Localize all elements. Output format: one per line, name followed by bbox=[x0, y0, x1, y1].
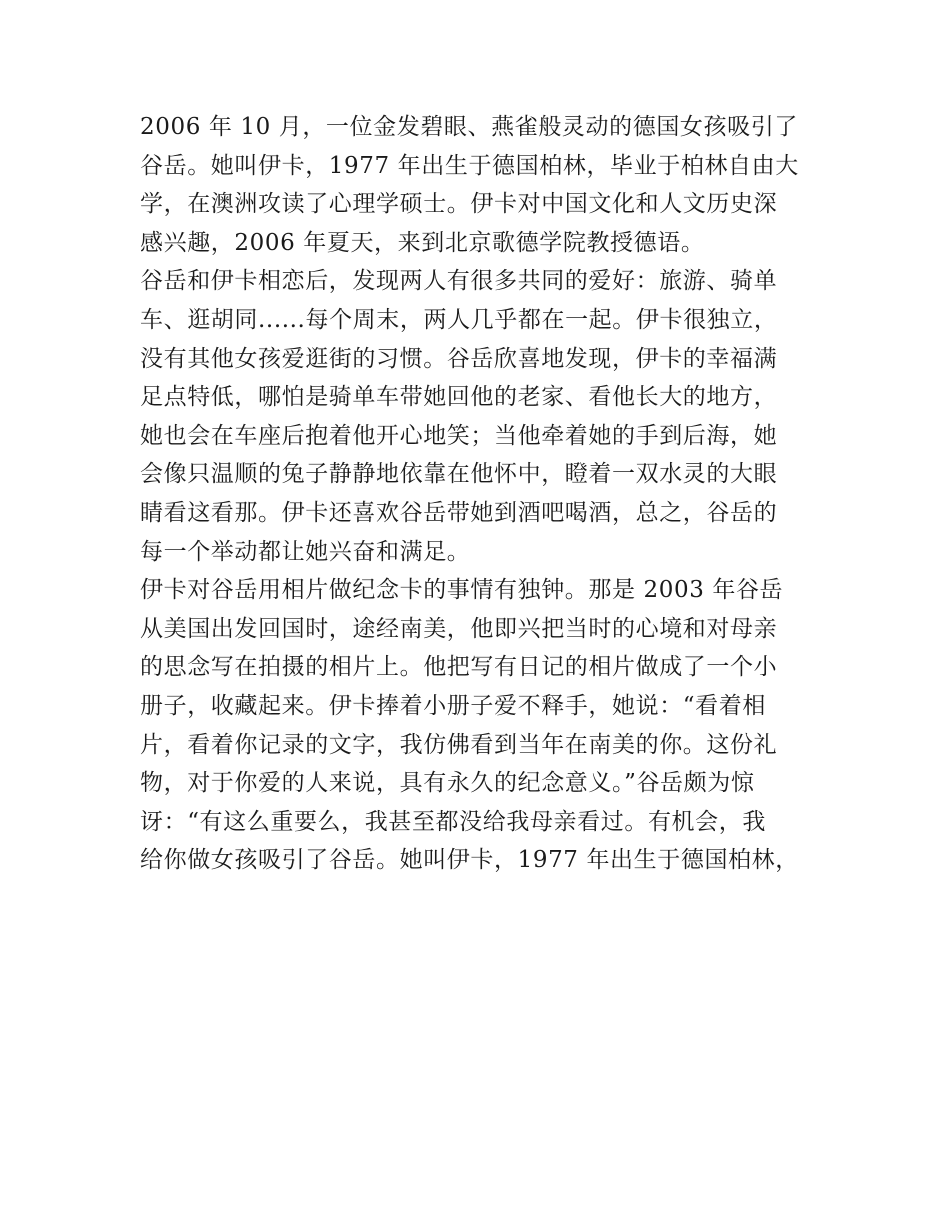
text-line: 她也会在车座后抱着他开心地笑；当他牵着她的手到后海，她 bbox=[140, 422, 778, 449]
text-line: 车、逛胡同......每个周末，两人几乎都在一起。伊卡很独立， bbox=[140, 306, 778, 333]
text-line: 物，对于你爱的人来说，具有永久的纪念意义。”谷岳颇为惊 bbox=[140, 770, 755, 797]
text-line: 从美国出发回国时，途经南美，他即兴把当时的心境和对母亲 bbox=[140, 615, 778, 642]
text-line: 片，看着你记录的文字，我仿佛看到当年在南美的你。这份礼 bbox=[140, 731, 778, 758]
text-line: 感兴趣，2006 年夏天，来到北京歌德学院教授德语。 bbox=[140, 229, 705, 256]
text-line: 会像只温顺的兔子静静地依靠在他怀中，瞪着一双水灵的大眼 bbox=[140, 461, 778, 488]
text-line: 每一个举动都让她兴奋和满足。 bbox=[140, 538, 471, 565]
text-line: 给你做女孩吸引了谷岳。她叫伊卡，1977 年出生于德国柏林， bbox=[140, 847, 799, 874]
body-text bbox=[140, 108, 812, 880]
text-line: 足点特低，哪怕是骑单车带她回他的老家、看他长大的地方， bbox=[140, 384, 778, 411]
text-line: 的思念写在拍摄的相片上。他把写有日记的相片做成了一个小 bbox=[140, 654, 778, 681]
text-line: 2006 年 10 月，一位金发碧眼、燕雀般灵动的德国女孩吸引了 bbox=[140, 114, 798, 140]
text-line: 谷岳。她叫伊卡，1977 年出生于德国柏林，毕业于柏林自由大 bbox=[140, 152, 799, 179]
text-line: 没有其他女孩爱逛街的习惯。谷岳欣喜地发现，伊卡的幸福满 bbox=[140, 345, 778, 372]
text-line: 讶：“有这么重要么，我甚至都没给我母亲看过。有机会，我 bbox=[140, 808, 766, 835]
text-line: 册子，收藏起来。伊卡捧着小册子爱不释手，她说：“看着相 bbox=[140, 692, 766, 719]
text-line: 谷岳和伊卡相恋后，发现两人有很多共同的爱好：旅游、骑单 bbox=[140, 268, 778, 295]
text-line: 睛看这看那。伊卡还喜欢谷岳带她到酒吧喝酒，总之，谷岳的 bbox=[140, 499, 778, 526]
text-line: 伊卡对谷岳用相片做纪念卡的事情有独钟。那是 2003 年谷岳 bbox=[140, 577, 784, 604]
text-line: 学，在澳洲攻读了心理学硕士。伊卡对中国文化和人文历史深 bbox=[140, 191, 778, 218]
